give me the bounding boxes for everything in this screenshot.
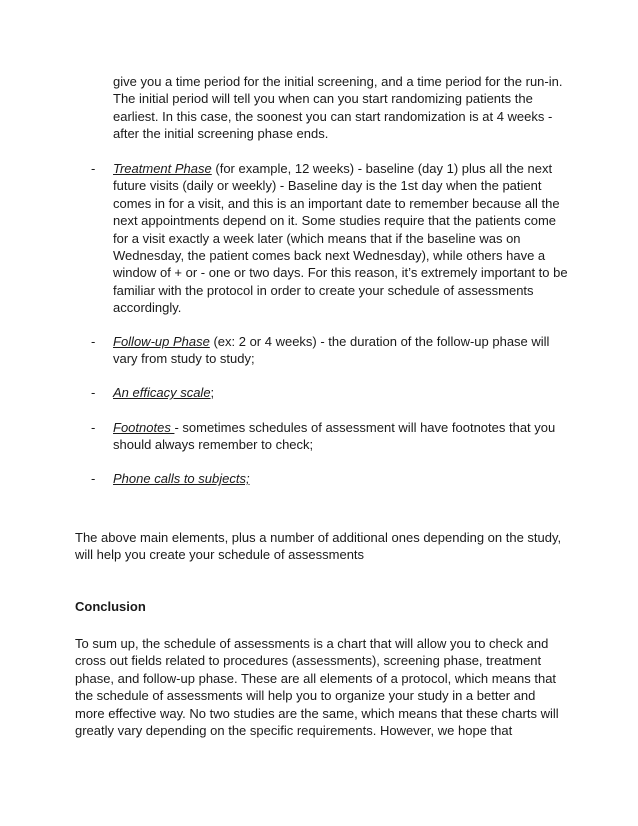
bullet-dash: - [91,334,96,349]
summary-paragraph: The above main elements, plus a number of additional ones depending on the study, will help you create your schedule of assessments [75,530,562,563]
bullet-term: Phone calls to subjects; [113,471,250,486]
bullet-text [113,470,568,487]
bullet-dash: - [91,385,96,400]
bullet-term: An efficacy scale [113,385,211,400]
conclusion-paragraph: To sum up, the schedule of assessments is a chart that will allow you to check and cross out fields related to procedures (assessments), screening phase, treatment phase, and follow-up phase. These are all elements of a protocol, which means that the schedule of assessments will help you to organize your study in a better and more effective way. No two studies are the same, which means that these charts will greatly vary depending on the specific requirements. However, we hope that [75,636,559,739]
bullet-description: (for example, 12 weeks) - baseline (day 1) plus all the next future visits (daily or weekly) - Baseline day is the 1st day when the patient comes in for a visit, and this is an important date to remember because all the next appointments depend on it. Some studies require that the patients come for a visit exactly a week later (which means that if the baseline was on Wednesday, the patient comes back next Wednesday), while others have a window of + or - one or two days. For this reason, it’s extremely important to be familiar with the protocol in order to create your schedule of assessments accordingly. [113,161,568,316]
bullet-text [113,160,568,317]
bullet-term: Footnotes [113,420,175,435]
bullet-description: (ex: 2 or 4 weeks) - the duration of the follow-up phase will vary from study to study; [113,334,550,367]
bullet-description: ; [210,385,215,400]
bullet-treatment-phase [75,160,595,317]
bullet-dash: - [91,161,96,176]
bullet-efficacy-scale [75,384,595,401]
bullet-follow-up-phase [75,333,595,368]
bullet-term: Treatment Phase [113,161,212,176]
bullet-phone-calls [75,470,595,487]
bullet-term: Follow-up Phase [113,334,210,349]
bullet-text [113,419,568,454]
bullet-text [113,384,568,401]
bullet-dash: - [91,420,96,435]
conclusion-heading: Conclusion [75,599,146,614]
bullet-description: - sometimes schedules of assessment will have footnotes that you should always remember to check; [113,420,556,453]
intro-continuation-paragraph: give you a time period for the initial screening, and a time period for the run-in. The initial period will tell you when can you start randomizing patients the earliest. In this case, the soonest you can start randomization is at 4 weeks - after the initial screening phase ends. [113,74,563,142]
bullet-dash: - [91,471,96,486]
bullet-text [113,333,568,368]
bullet-footnotes [75,419,595,454]
